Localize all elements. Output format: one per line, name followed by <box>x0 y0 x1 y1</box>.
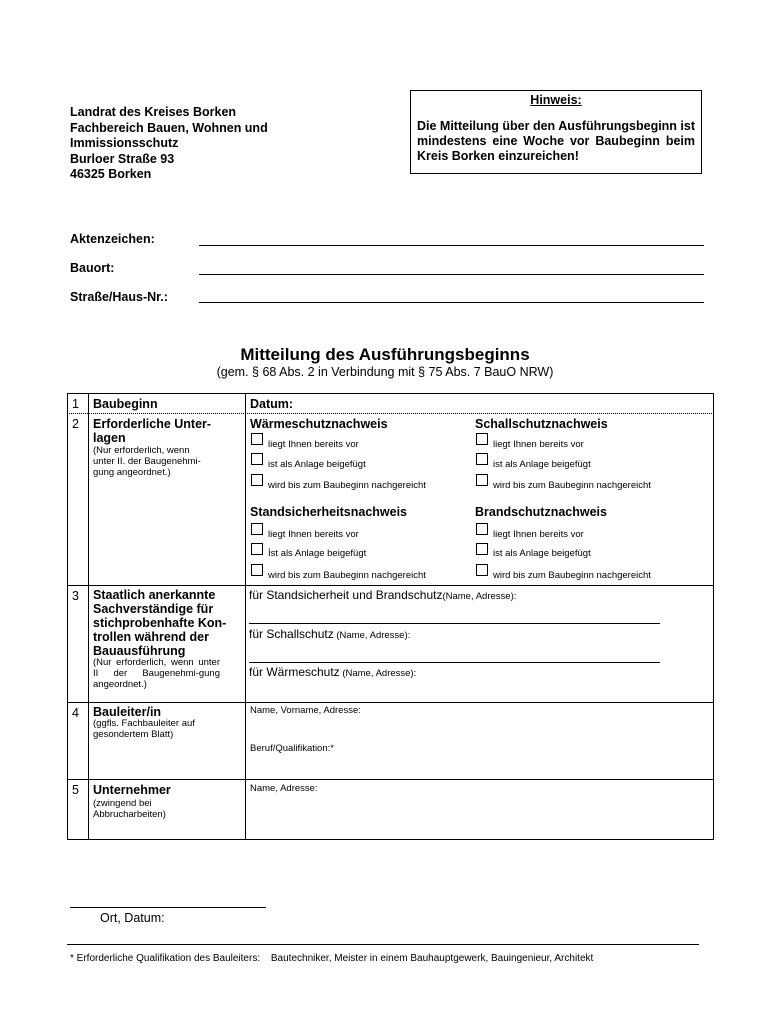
checkbox-label: ist als Anlage beigefügt <box>493 459 591 470</box>
brandschutz-heading: Brandschutznachweis <box>475 505 607 519</box>
standsicherheit-heading: Standsicherheitsnachweis <box>250 505 408 519</box>
checkbox[interactable] <box>251 523 263 535</box>
sv-label-main: für Schallschutz <box>249 627 334 641</box>
sv-label-small: (Name, Adresse): <box>442 591 517 602</box>
ort-datum-field[interactable] <box>70 907 266 908</box>
sv-label-main: für Wärmeschutz <box>249 665 340 679</box>
checkbox-label: wird bis zum Baubeginn nachgereicht <box>493 570 651 581</box>
row-note-bauleiter: (ggfls. Fachbauleiter auf gesondertem Blatt) <box>93 718 195 740</box>
checkbox-label: liegt Ihnen bereits vor <box>493 529 584 540</box>
sv-schallschutz-field[interactable] <box>249 662 660 663</box>
footnote-label: * Erforderliche Qualifikation des Bauleiters: <box>70 953 261 964</box>
authority-address <box>70 105 268 183</box>
unternehmer-name-label: Name, Adresse: <box>250 783 318 794</box>
row-label-unternehmer: Unternehmer <box>93 783 171 797</box>
address-line: Fachbereich Bauen, Wohnen und <box>70 120 268 135</box>
sv-standsicherheit-field[interactable] <box>249 623 660 624</box>
checkbox-label: liegt Ihnen bereits vor <box>493 439 584 450</box>
row-note-unterlagen: (Nur erforderlich, wenn unter II. der Baugenehmi-gung angeordnet.) <box>93 445 201 478</box>
sv-label-small: (Name, Adresse): <box>339 668 417 679</box>
checkbox[interactable] <box>251 564 263 576</box>
checkbox[interactable] <box>476 474 488 486</box>
row-number: 2 <box>72 417 79 431</box>
checkbox-label: wird bis zum Baubeginn nachgereicht <box>268 480 426 491</box>
checkbox[interactable] <box>251 474 263 486</box>
checkbox[interactable] <box>476 523 488 535</box>
sv-label-main: für Standsicherheit und Brandschutz <box>249 588 443 602</box>
checkbox[interactable] <box>251 543 263 555</box>
table-divider <box>88 393 89 840</box>
checkbox[interactable] <box>476 433 488 445</box>
datum-label: Datum: <box>250 397 294 411</box>
checkbox[interactable] <box>476 453 488 465</box>
bauleiter-beruf-label: Beruf/Qualifikation:* <box>250 743 334 754</box>
checkbox-label: wird bis zum Baubeginn nachgereicht <box>493 480 651 491</box>
schallschutz-heading: Schallschutznachweis <box>475 417 608 431</box>
notice-body: Die Mitteilung über den Ausführungsbeginn ist mindestens eine Woche vor Baubeginn beim Kreis Borken einzureichen! <box>417 119 696 163</box>
sv-schallschutz-label <box>249 627 410 641</box>
row-note-sachverstaendige: (Nur erforderlich, wenn unter II der Baugenehmi-gung angeordnet.) <box>93 657 220 690</box>
checkbox-label: liegt Ihnen bereits vor <box>268 439 359 450</box>
row-number: 5 <box>72 783 79 797</box>
table-row-divider <box>67 413 714 414</box>
checkbox[interactable] <box>251 433 263 445</box>
form-title: Mitteilung des Ausführungsbeginns <box>240 345 530 364</box>
bauleiter-name-label: Name, Vorname, Adresse: <box>250 705 361 716</box>
address-line: Immissionsschutz <box>70 136 179 150</box>
checkbox-label: ist als Anlage beigefügt <box>268 459 366 470</box>
footnote <box>70 953 593 964</box>
footnote-text: Bautechniker, Meister in einem Bauhauptgewerk, Bauingenieur, Architekt <box>270 953 594 964</box>
bauort-field[interactable] <box>199 274 704 275</box>
checkbox-label: İst als Anlage beigefügt <box>268 548 367 559</box>
address-line: 46325 Borken <box>70 167 152 181</box>
row-note-unternehmer: (zwingend bei Abbrucharbeiten) <box>93 798 166 820</box>
footer-divider <box>67 944 699 945</box>
row-label-unterlagen: Erforderliche Unter-lagen <box>93 417 212 445</box>
checkbox[interactable] <box>251 453 263 465</box>
aktenzeichen-field[interactable] <box>199 245 704 246</box>
checkbox-label: liegt Ihnen bereits vor <box>268 529 359 540</box>
address-line: Burloer Straße 93 <box>70 151 175 166</box>
table-row-divider <box>67 585 714 586</box>
table-row-divider <box>67 779 714 780</box>
checkbox[interactable] <box>476 564 488 576</box>
row-number: 3 <box>72 589 79 603</box>
row-number: 1 <box>72 397 79 411</box>
table-row-divider <box>67 702 714 703</box>
form-subtitle: (gem. § 68 Abs. 2 in Verbindung mit § 75 Abs. 7 BauO NRW) <box>216 365 554 379</box>
strasse-label: Straße/Haus-Nr.: <box>70 290 168 304</box>
ort-datum-label: Ort, Datum: <box>100 911 165 925</box>
row-number: 4 <box>72 706 79 720</box>
checkbox-label: ist als Anlage beigefügt <box>493 548 591 559</box>
sv-waermeschutz-label <box>249 665 416 679</box>
aktenzeichen-label: Aktenzeichen: <box>70 232 155 246</box>
strasse-field[interactable] <box>199 302 704 303</box>
table-divider <box>245 393 246 840</box>
sv-standsicherheit-label <box>249 588 516 602</box>
checkbox-label: wird bis zum Baubeginn nachgereicht <box>268 570 426 581</box>
row-label-baubeginn: Baubeginn <box>93 397 158 411</box>
row-label-bauleiter: Bauleiter/in <box>93 705 162 719</box>
bauort-label: Bauort: <box>70 261 115 275</box>
row-label-sachverstaendige: Staatlich anerkannte Sachverständige für stichprobenhafte Kon-trollen während der Bauausführung <box>93 588 227 658</box>
address-line: Landrat des Kreises Borken <box>70 105 237 119</box>
checkbox[interactable] <box>476 543 488 555</box>
notice-title: Hinweis: <box>530 93 582 107</box>
sv-label-small: (Name, Adresse): <box>333 630 411 641</box>
notice-box <box>410 90 702 174</box>
waermeschutz-heading: Wärmeschutznachweis <box>250 417 388 431</box>
